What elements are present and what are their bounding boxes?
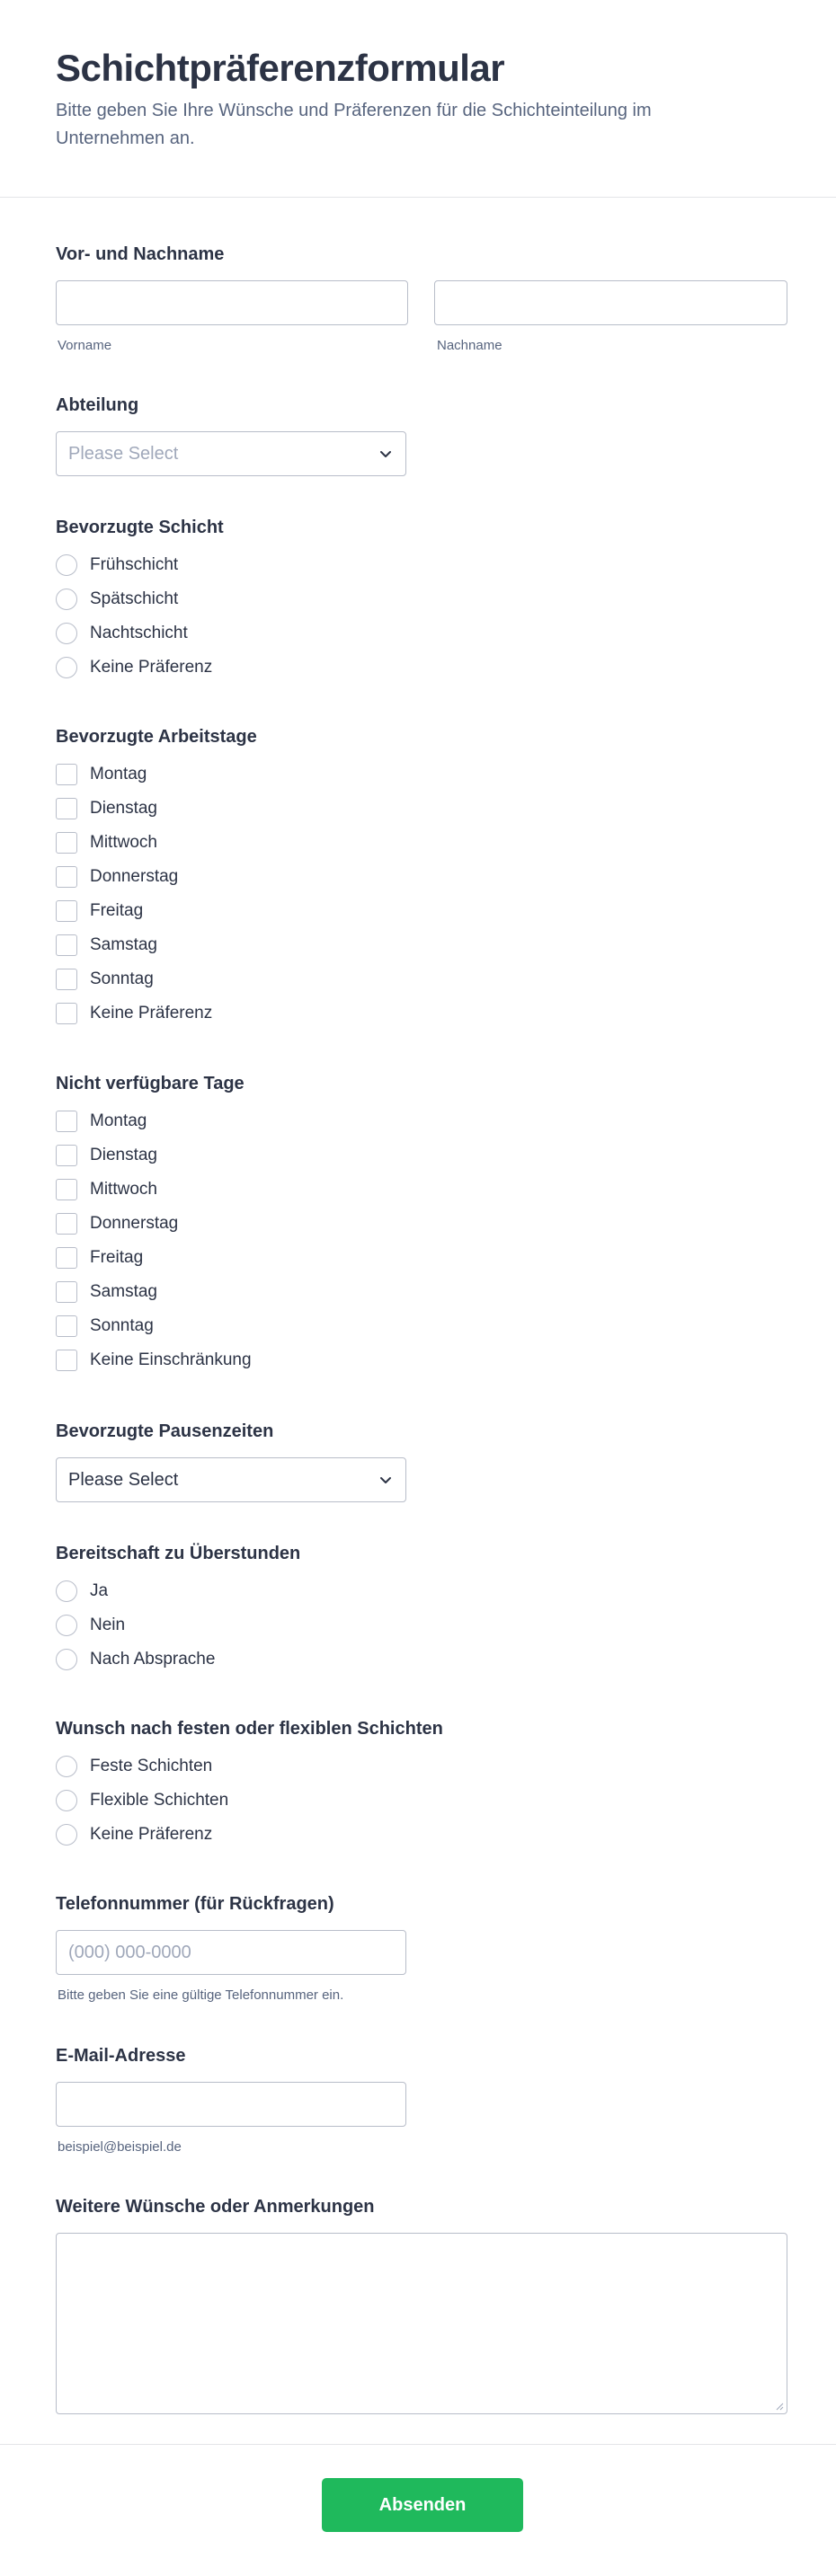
checkbox[interactable] [56, 1003, 77, 1024]
last-name-sublabel: Nachname [437, 338, 502, 353]
unavailable-option[interactable] [56, 1178, 157, 1201]
overtime-option-label: Ja [90, 1581, 109, 1600]
form-description: Bitte geben Sie Ihre Wünsche und Präferenzen für die Schichteinteilung im Unternehmen an. [56, 101, 652, 148]
comments-label: Weitere Wünsche oder Anmerkungen [56, 2197, 375, 2217]
checkbox[interactable] [56, 866, 77, 888]
email-input[interactable] [56, 2082, 406, 2127]
unavailable-label: Nicht verfügbare Tage [56, 1074, 245, 1093]
unavailable-option[interactable] [56, 1280, 157, 1304]
breaks-field [56, 1420, 787, 1509]
checkbox[interactable] [56, 1145, 77, 1166]
form-footer [0, 2444, 836, 2576]
unavailable-option-label: Keine Einschränkung [90, 1350, 252, 1369]
radio-button[interactable] [56, 554, 77, 576]
shift-label: Bevorzugte Schicht [56, 518, 224, 537]
unavailable-option[interactable] [56, 1144, 157, 1167]
radio-button[interactable] [56, 1824, 77, 1846]
unavailable-field [56, 1072, 787, 1377]
workday-option-label: Keine Präferenz [90, 1004, 213, 1022]
workday-option[interactable] [56, 899, 143, 923]
phone-sublabel: Bitte geben Sie eine gültige Telefonnummer ein. [58, 1987, 344, 2003]
unavailable-option-label: Sonntag [90, 1316, 154, 1335]
email-label: E-Mail-Adresse [56, 2046, 186, 2066]
workdays-label: Bevorzugte Arbeitstage [56, 727, 257, 747]
unavailable-option-label: Montag [90, 1111, 147, 1130]
workday-option[interactable] [56, 1002, 212, 1025]
overtime-field [56, 1542, 787, 1686]
shift-option[interactable] [56, 588, 178, 611]
checkbox[interactable] [56, 1179, 77, 1200]
first-name-input[interactable] [56, 280, 408, 325]
shift-option-label: Keine Präferenz [90, 658, 213, 677]
comments-field [56, 2195, 787, 2420]
radio-button[interactable] [56, 1756, 77, 1777]
radio-button[interactable] [56, 1615, 77, 1636]
workday-option-label: Freitag [90, 901, 144, 920]
overtime-option-label: Nach Absprache [90, 1650, 216, 1669]
workdays-field [56, 725, 787, 1031]
unavailable-option[interactable] [56, 1110, 147, 1133]
email-sublabel: beispiel@beispiel.de [58, 2139, 182, 2155]
email-field [56, 2044, 787, 2161]
unavailable-option[interactable] [56, 1349, 252, 1372]
phone-field [56, 1892, 787, 2009]
submit-button[interactable]: Absenden [322, 2478, 523, 2532]
breaks-select[interactable] [56, 1457, 406, 1502]
department-field [56, 394, 787, 483]
department-select[interactable] [56, 431, 406, 476]
shift-option[interactable] [56, 656, 212, 679]
flex-option[interactable] [56, 1755, 212, 1778]
last-name-input[interactable] [434, 280, 787, 325]
flex-option[interactable] [56, 1823, 212, 1846]
flex-field [56, 1717, 787, 1861]
checkbox[interactable] [56, 1213, 77, 1235]
first-name-sublabel: Vorname [58, 338, 112, 353]
checkbox[interactable] [56, 900, 77, 922]
chevron-down-icon [378, 446, 394, 462]
flex-option-label: Keine Präferenz [90, 1825, 213, 1844]
unavailable-option[interactable] [56, 1315, 154, 1338]
overtime-option-label: Nein [90, 1616, 126, 1634]
unavailable-option-label: Dienstag [90, 1146, 157, 1164]
radio-button[interactable] [56, 1580, 77, 1602]
shift-option[interactable] [56, 553, 178, 577]
workday-option-label: Mittwoch [90, 833, 157, 852]
flex-option-label: Feste Schichten [90, 1757, 213, 1775]
workday-option[interactable] [56, 831, 157, 854]
workday-option[interactable] [56, 865, 178, 889]
checkbox[interactable] [56, 1247, 77, 1269]
phone-label: Telefonnummer (für Rückfragen) [56, 1894, 334, 1914]
checkbox[interactable] [56, 1111, 77, 1132]
workday-option[interactable] [56, 968, 154, 991]
checkbox[interactable] [56, 1315, 77, 1337]
phone-input[interactable] [56, 1930, 406, 1975]
unavailable-option[interactable] [56, 1246, 143, 1270]
shift-option-label: Nachtschicht [90, 624, 188, 642]
checkbox[interactable] [56, 969, 77, 990]
name-label: Vor- und Nachname [56, 244, 225, 264]
department-select-value: Please Select [68, 443, 179, 464]
workday-option[interactable] [56, 763, 147, 786]
checkbox[interactable] [56, 1281, 77, 1303]
radio-button[interactable] [56, 623, 77, 644]
shift-option[interactable] [56, 622, 188, 645]
flex-option-label: Flexible Schichten [90, 1791, 229, 1810]
unavailable-option-label: Samstag [90, 1282, 157, 1301]
overtime-option[interactable] [56, 1614, 125, 1637]
radio-button[interactable] [56, 589, 77, 610]
flex-option[interactable] [56, 1789, 228, 1812]
form-title: Schichtpräferenzformular [56, 47, 505, 89]
department-label: Abteilung [56, 395, 139, 415]
checkbox[interactable] [56, 832, 77, 854]
breaks-select-value: Please Select [68, 1469, 179, 1490]
workday-option[interactable] [56, 797, 157, 820]
resize-grip-icon[interactable] [775, 2402, 784, 2411]
breaks-label: Bevorzugte Pausenzeiten [56, 1421, 274, 1441]
overtime-label: Bereitschaft zu Überstunden [56, 1544, 301, 1563]
radio-button[interactable] [56, 657, 77, 678]
chevron-down-icon [378, 1472, 394, 1488]
shift-field [56, 516, 787, 695]
workday-option-label: Montag [90, 765, 147, 783]
flex-label: Wunsch nach festen oder flexiblen Schichten [56, 1719, 443, 1739]
checkbox[interactable] [56, 934, 77, 956]
name-field [56, 243, 787, 359]
checkbox[interactable] [56, 798, 77, 819]
form-header [0, 0, 836, 198]
workday-option-label: Dienstag [90, 799, 157, 818]
overtime-option[interactable] [56, 1648, 215, 1671]
unavailable-option[interactable] [56, 1212, 178, 1235]
checkbox[interactable] [56, 764, 77, 785]
radio-button[interactable] [56, 1790, 77, 1811]
workday-option-label: Sonntag [90, 969, 154, 988]
shift-option-label: Frühschicht [90, 555, 179, 574]
radio-button[interactable] [56, 1649, 77, 1670]
shift-option-label: Spätschicht [90, 589, 179, 608]
comments-textarea[interactable] [56, 2233, 787, 2414]
overtime-option[interactable] [56, 1580, 108, 1603]
checkbox[interactable] [56, 1350, 77, 1371]
workday-option-label: Donnerstag [90, 867, 179, 886]
unavailable-option-label: Mittwoch [90, 1180, 157, 1199]
unavailable-option-label: Freitag [90, 1248, 144, 1267]
unavailable-option-label: Donnerstag [90, 1214, 179, 1233]
workday-option[interactable] [56, 934, 157, 957]
workday-option-label: Samstag [90, 935, 157, 954]
